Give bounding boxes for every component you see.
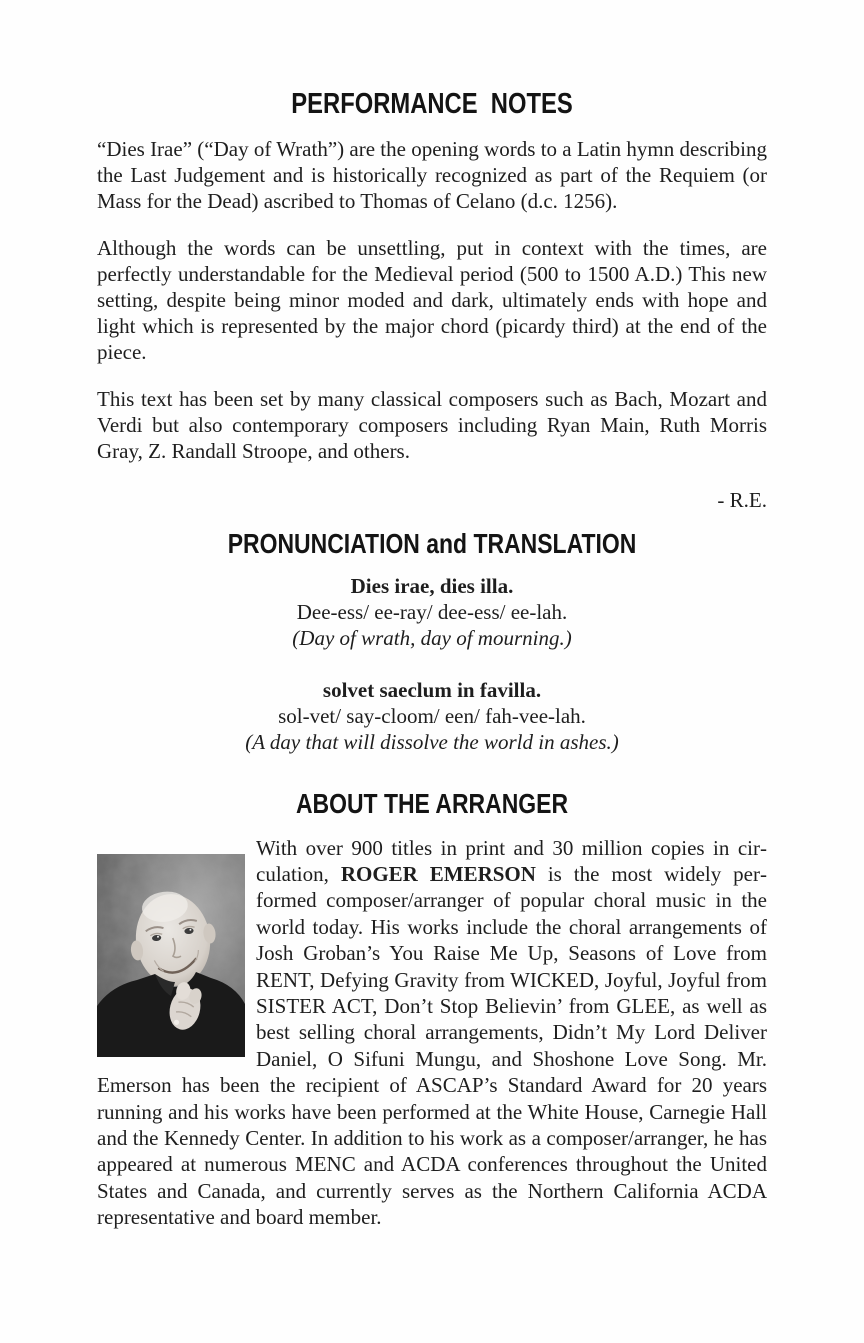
- pronunciation-entry-dies-irae: [97, 573, 767, 652]
- paragraph-dies-irae-intro: “Dies Irae” (“Day of Wrath”) are the opening words to a Latin hymn describing the Last Judgement and is historically recognized as part of the Requiem (or Mass for the Dead) ascribed to Thomas of Celano (d.c. 1256).: [97, 137, 767, 213]
- bio-text-before-name: With over 900 titles in print and 30 million copies in circulation,: [256, 835, 767, 886]
- arranger-portrait-photo: [97, 854, 245, 1057]
- performance-notes-heading: PERFORMANCE NOTES: [291, 88, 573, 120]
- paragraph-composers: This text has been set by many classical composers such as Bach, Mozart and Verdi but also contemporary composers including Ryan Main, Ruth Morris Gray, Z. Randall Stroope, and others.: [97, 387, 767, 463]
- phonetic-text: Dee-ess/ ee-ray/ dee-ess/ ee-lah.: [296, 600, 568, 625]
- pronunciation-heading: PRONUNCIATION and TRANSLATION: [227, 527, 637, 559]
- paragraph-context: Although the words can be unsettling, put in context with the times, are perfectly understandable for the Medieval period (500 to 1500 A.D.) This new setting, despite being minor moded and dark, ultimately ends with hope and light which is represented by the major chord (picardy third) at the end of the piece.: [97, 236, 767, 364]
- arranger-bio: [97, 835, 767, 1231]
- latin-text: solvet saeclum in favilla.: [322, 677, 542, 702]
- pronunciation-entry-solvet: [97, 677, 767, 756]
- arranger-heading: ABOUT THE ARRANGER: [295, 787, 569, 819]
- bio-text-after-name: is the most widely performed composer/arranger of popular choral music in the world today. His works include the choral arrangements of Josh Groban’s You Raise Me Up, Seasons of Love from RENT, Defying Gravity from WICKED, Joyful, Joyful from SISTER ACT, Don’t Stop Believin’ from GLEE, as well as best selling choral arrangements, Didn’t My Lord Deliver Daniel, O Sifuni Mungu, and Shoshone Love Song. Mr. Emerson has been the recipient of ASCAP’s Standard Award for 20 years running and his works have been performed at the White House, Carnegie Hall and the Kennedy Center. In addition to his work as a composer/arranger, he has appeared at numerous MENC and ACDA conferences throughout the United States and Canada, and currently serves as the Northern California ACDA representative and board member.: [97, 861, 767, 1230]
- translation-text: (Day of wrath, day of mourning.): [292, 626, 572, 651]
- portrait-image: [97, 854, 245, 1057]
- latin-text: Dies irae, dies illa.: [350, 573, 514, 598]
- performance-notes-section: [97, 90, 767, 513]
- arranger-name: ROGER EMERSON: [340, 861, 536, 886]
- phonetic-text: sol-vet/ say-cloom/ een/ fah-vee-lah.: [278, 703, 586, 728]
- author-initials: - R.E.: [717, 487, 767, 512]
- pronunciation-section: [97, 527, 767, 756]
- arranger-section: [97, 787, 767, 1231]
- translation-text: (A day that will dissolve the world in ashes.): [245, 730, 619, 755]
